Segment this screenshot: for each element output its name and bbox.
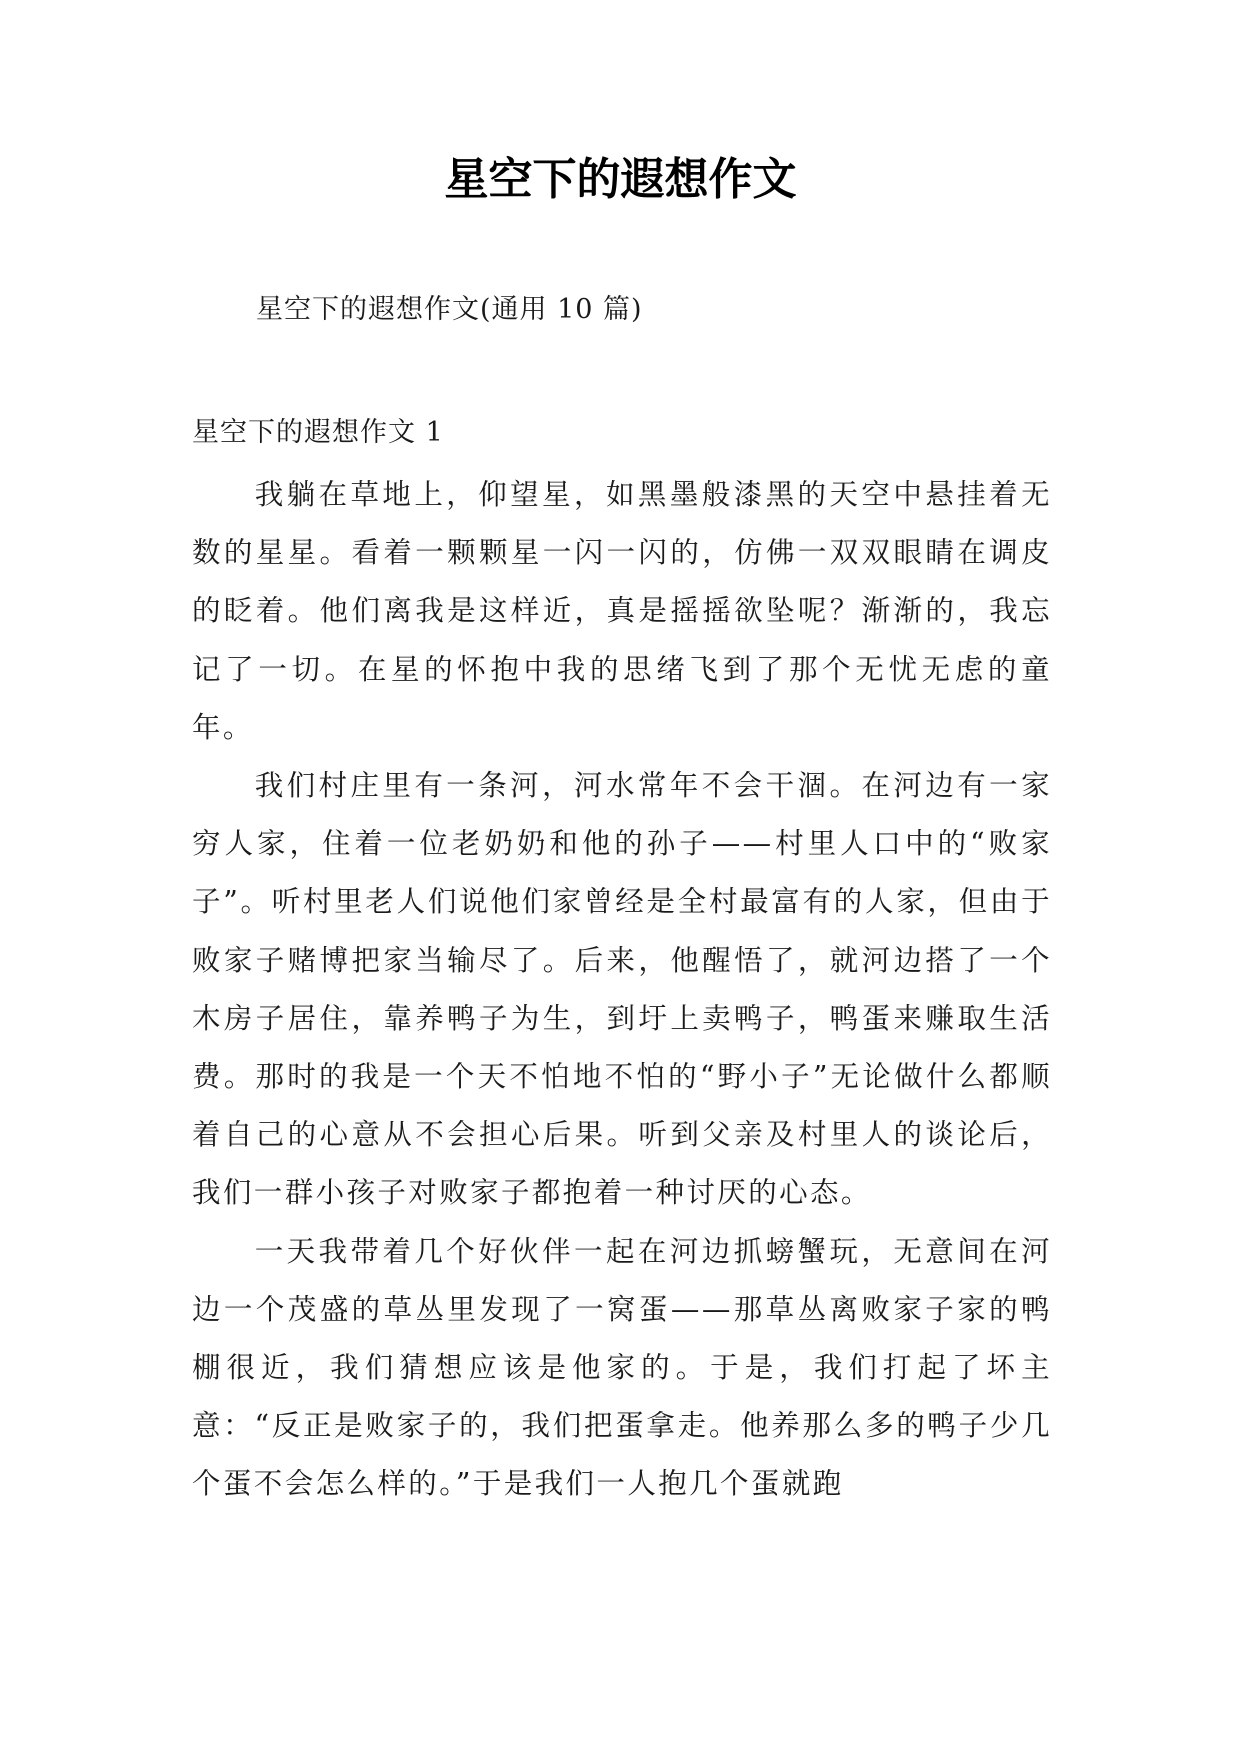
essay-body (192, 466, 1052, 1514)
paragraph: 我们村庄里有一条河，河水常年不会干涸。在河边有一家穷人家，住着一位老奶奶和他的孙子——村里人口中的“败家子”。听村里老人们说他们家曾经是全村最富有的人家，但由于败家子赌博把家当输尽了。后来，他醒悟了，就河边搭了一个木房子居住，靠养鸭子为生，到圩上卖鸭子，鸭蛋来赚取生活费。那时的我是一个天不怕地不怕的“野小子”无论做什么都顺着自己的心意从不会担心后果。听到父亲及村里人的谈论后，我们一群小孩子对败家子都抱着一种讨厌的心态。 (192, 769, 1052, 1210)
paragraph: 一天我带着几个好伙伴一起在河边抓螃蟹玩，无意间在河边一个茂盛的草丛里发现了一窝蛋——那草丛离败家子家的鸭棚很近，我们猜想应该是他家的。于是，我们打起了坏主意：“反正是败家子的，我们把蛋拿走。他养那么多的鸭子少几个蛋不会怎么样的。”于是我们一人抱几个蛋就跑 (192, 1234, 1052, 1501)
paragraph: 我躺在草地上，仰望星，如黑墨般漆黑的天空中悬挂着无数的星星。看着一颗颗星一闪一闪的，仿佛一双双眼睛在调皮的眨着。他们离我是这样近，真是摇摇欲坠呢？渐渐的，我忘记了一切。在星的怀抱中我的思绪飞到了那个无忧无虑的童年。 (192, 478, 1052, 744)
document-title: 星空下的遐想作文 (444, 154, 797, 205)
section-heading: 星空下的遐想作文 1 (192, 417, 444, 448)
document-subtitle: 星空下的遐想作文(通用 10 篇) (256, 294, 643, 325)
